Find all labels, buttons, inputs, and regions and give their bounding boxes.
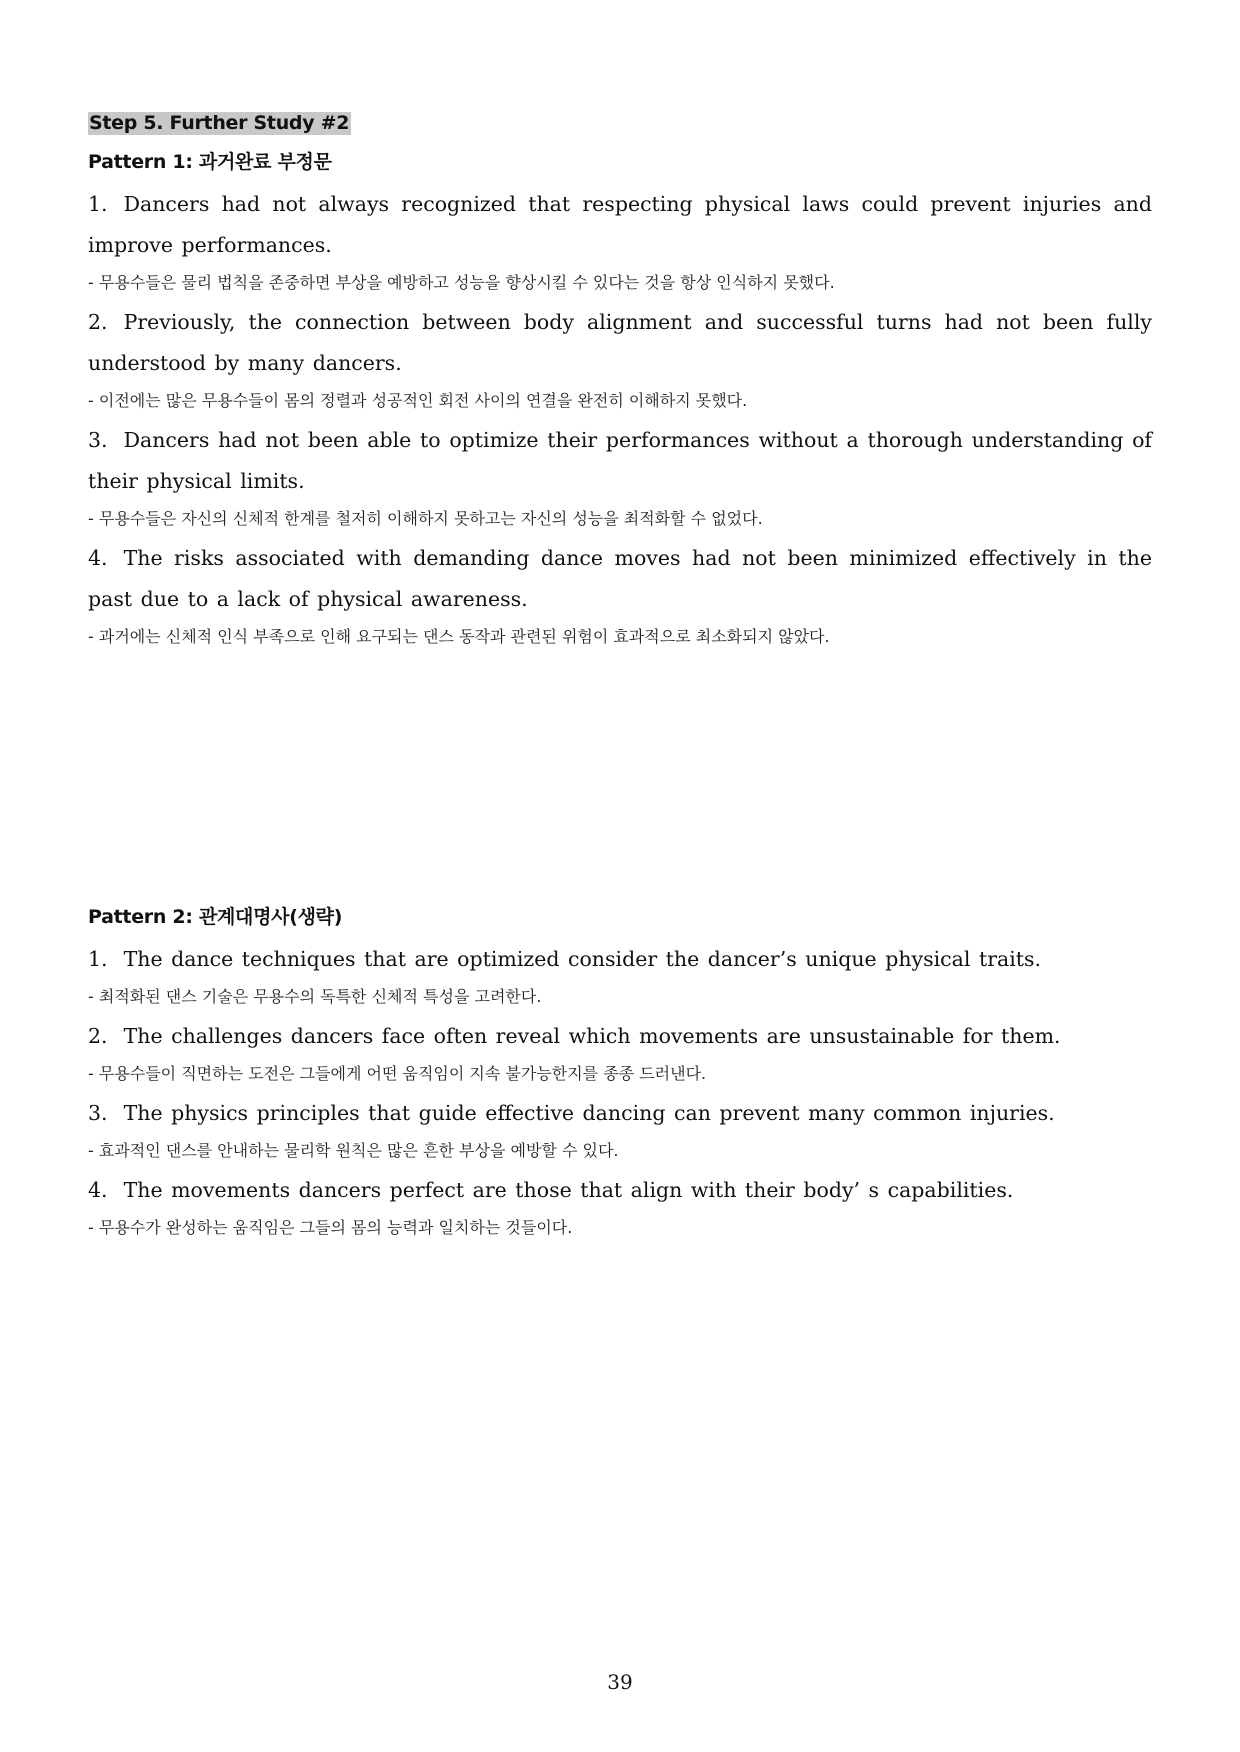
sentence-number: 4. — [88, 1178, 108, 1202]
pattern-2-sentence-3 — [88, 1093, 1152, 1134]
sentence-text: The movements dancers perfect are those that align with their body’ s capabilities. — [123, 1178, 1014, 1202]
pattern-2-translation-4: - 무용수가 완성하는 움직임은 그들의 몸의 능력과 일치하는 것들이다. — [88, 1218, 573, 1237]
pattern-1-translation-3: - 무용수들은 자신의 신체적 한계를 철저히 이해하지 못하고는 자신의 성능을 최적화할 수 없었다. — [88, 509, 763, 528]
document-page — [88, 112, 1152, 1247]
pattern-1-translation-2: - 이전에는 많은 무용수들이 몸의 정렬과 성공적인 회전 사이의 연결을 완전히 이해하지 못했다. — [88, 391, 748, 410]
sentence-text: The dance techniques that are optimized consider the dancer’s unique physical traits. — [123, 947, 1042, 971]
sentence-number: 1. — [88, 947, 108, 971]
sentence-text: The challenges dancers face often reveal which movements are unsustainable for them. — [123, 1024, 1061, 1048]
sentence-number: 1. — [88, 192, 108, 216]
pattern-2-sentence-1 — [88, 939, 1152, 980]
sentence-text: Previously, the connection between body alignment and successful turns had not been fully understood by many dancers. — [88, 310, 1152, 375]
sentence-number: 3. — [88, 428, 108, 452]
pattern-2-translation-2: - 무용수들이 직면하는 도전은 그들에게 어떤 움직임이 지속 불가능한지를 종종 드러낸다. — [88, 1064, 707, 1083]
sentence-text: Dancers had not been able to optimize their performances without a thorough understanding of their physical limits. — [88, 428, 1152, 493]
pattern-1-sentence-4 — [88, 538, 1152, 620]
pattern-1-sentence-1 — [88, 184, 1152, 266]
pattern-2-translation-1: - 최적화된 댄스 기술은 무용수의 독특한 신체적 특성을 고려한다. — [88, 987, 542, 1006]
sentence-text: The risks associated with demanding dance moves had not been minimized effectively in the past due to a lack of physical awareness. — [88, 546, 1152, 611]
step-title: Step 5. Further Study #2 — [89, 112, 350, 134]
pattern-2-sentence-2 — [88, 1016, 1152, 1057]
pattern-1-sentence-2 — [88, 302, 1152, 384]
pattern-2-translation-3: - 효과적인 댄스를 안내하는 물리학 원칙은 많은 흔한 부상을 예방할 수 있다. — [88, 1141, 619, 1160]
page-number: 39 — [607, 1670, 633, 1694]
sentence-number: 2. — [88, 1024, 108, 1048]
pattern-1-section — [88, 147, 1152, 648]
sentence-number: 2. — [88, 310, 108, 334]
pattern-2-title: Pattern 2: 관계대명사(생략) — [88, 906, 343, 928]
pattern-2-section — [88, 902, 1152, 1239]
pattern-1-translation-1: - 무용수들은 물리 법칙을 존중하면 부상을 예방하고 성능을 향상시킬 수 있다는 것을 항상 인식하지 못했다. — [88, 273, 835, 292]
sentence-text: Dancers had not always recognized that respecting physical laws could prevent injuries and improve performances. — [88, 192, 1152, 257]
sentence-number: 3. — [88, 1101, 108, 1125]
pattern-1-title: Pattern 1: 과거완료 부정문 — [88, 151, 332, 173]
sentence-text: The physics principles that guide effective dancing can prevent many common injuries. — [123, 1101, 1055, 1125]
pattern-2-sentence-4 — [88, 1170, 1152, 1211]
section-spacer — [88, 656, 1152, 902]
sentence-number: 4. — [88, 546, 108, 570]
pattern-1-sentence-3 — [88, 420, 1152, 502]
pattern-1-translation-4: - 과거에는 신체적 인식 부족으로 인해 요구되는 댄스 동작과 관련된 위험이 효과적으로 최소화되지 않았다. — [88, 627, 830, 646]
